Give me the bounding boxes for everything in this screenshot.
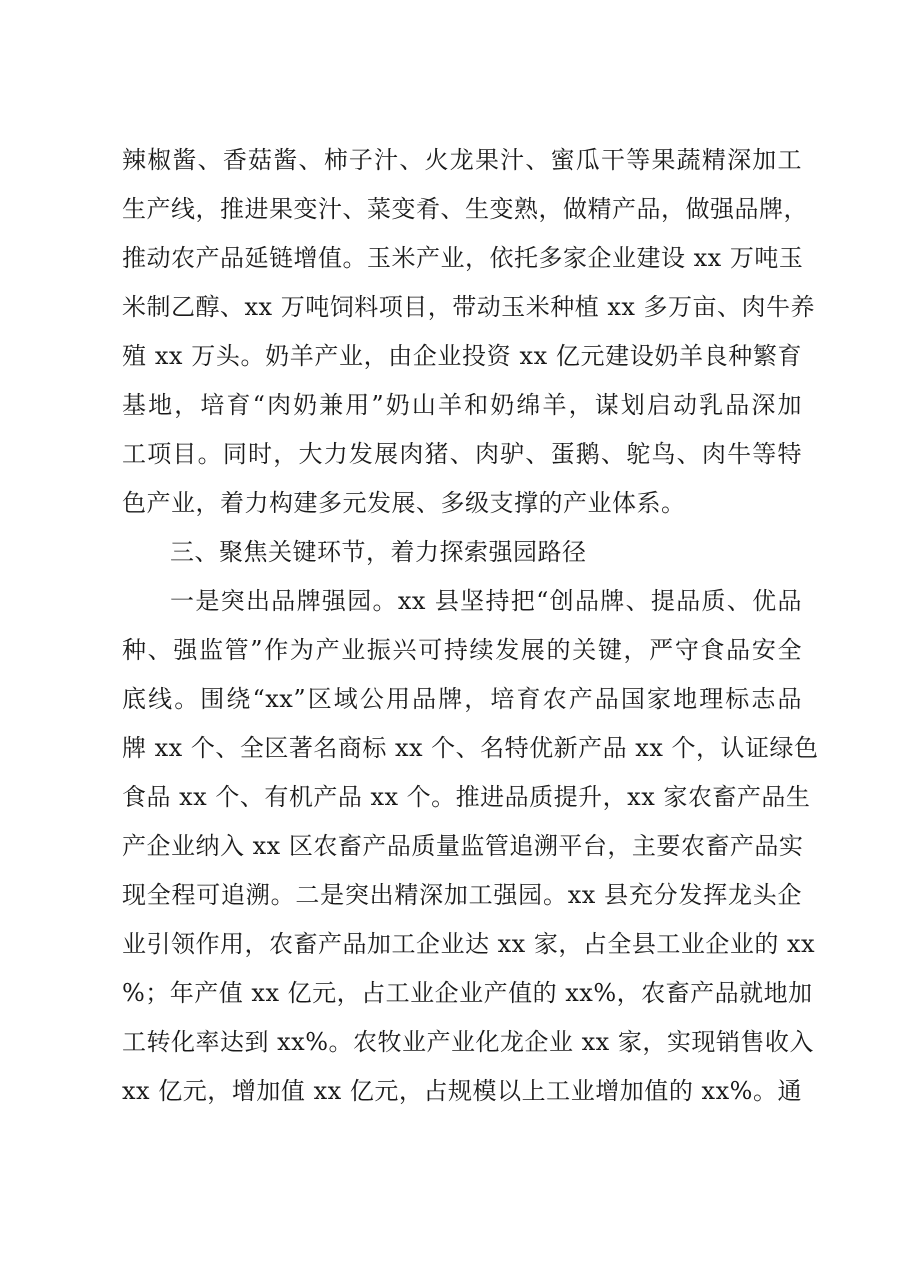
paragraph-line: xx 亿元，增加值 xx 亿元，占规模以上工业增加值的 xx%。通 [122, 1077, 802, 1105]
paragraph-line: 色产业，着力构建多元发展、多级支撑的产业体系。 [122, 489, 686, 517]
paragraph-line: 米制乙醇、xx 万吨饲料项目，带动玉米种植 xx 多万亩、肉牛养 [122, 293, 816, 321]
paragraph-line: 辣椒酱、香菇酱、柿子汁、火龙果汁、蜜瓜干等果蔬精深加工 [122, 146, 802, 174]
paragraph-line: 工项目。同时，大力发展肉猪、肉驴、蛋鹅、鸵鸟、肉牛等特 [122, 440, 802, 468]
section-heading: 三、聚焦关键环节，着力探索强园路径 [170, 538, 587, 566]
paragraph-line: 一是突出品牌强园。xx 县坚持把“创品牌、提品质、优品 [170, 587, 802, 615]
paragraph-line: 食品 xx 个、有机产品 xx 个。推进品质提升，xx 家农畜产品生 [122, 783, 811, 811]
paragraph-line: 种、强监管”作为产业振兴可持续发展的关键，严守食品安全 [122, 636, 802, 664]
paragraph-line: %；年产值 xx 亿元，占工业企业产值的 xx%，农畜产品就地加 [122, 979, 813, 1007]
paragraph-line: 牌 xx 个、全区著名商标 xx 个、名特优新产品 xx 个，认证绿色 [122, 734, 819, 762]
paragraph-line: 现全程可追溯。二是突出精深加工强园。xx 县充分发挥龙头企 [122, 881, 802, 909]
paragraph-line: 底线。围绕“xx”区域公用品牌，培育农产品国家地理标志品 [122, 685, 802, 713]
paragraph-line: 生产线，推进果变汁、菜变肴、生变熟，做精产品，做强品牌， [122, 195, 808, 223]
paragraph-line: 工转化率达到 xx%。农牧业产业化龙企业 xx 家，实现销售收入 [122, 1028, 814, 1056]
paragraph-line: 推动农产品延链增值。玉米产业，依托多家企业建设 xx 万吨玉 [122, 244, 804, 272]
paragraph-line: 基地，培育“肉奶兼用”奶山羊和奶绵羊，谋划启动乳品深加 [122, 391, 802, 419]
paragraph-line: 产企业纳入 xx 区农畜产品质量监管追溯平台，主要农畜产品实 [122, 832, 804, 860]
paragraph-line: 业引领作用，农畜产品加工企业达 xx 家，占全县工业企业的 xx [122, 930, 816, 958]
paragraph-line: 殖 xx 万头。奶羊产业，由企业投资 xx 亿元建设奶羊良种繁育 [122, 342, 802, 370]
